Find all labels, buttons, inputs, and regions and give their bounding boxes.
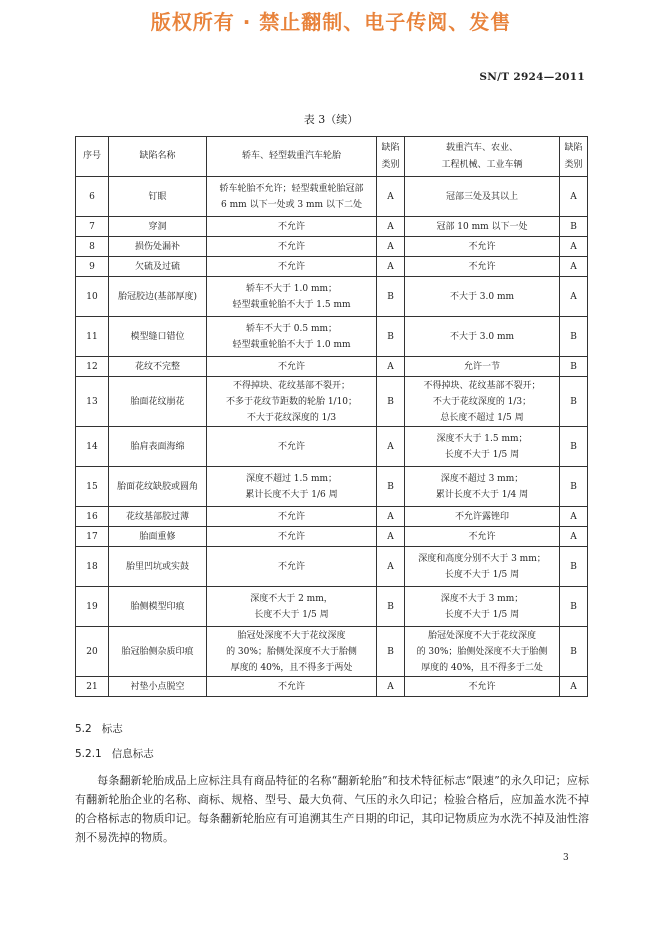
truck-spec-cell: 深度不大于 3 mm； 长度不大于 1/5 周 xyxy=(405,587,560,627)
defect-class-a-cell: A xyxy=(377,427,405,467)
header-cell: 缺陷 类别 xyxy=(560,137,588,177)
defect-class-b-cell: A xyxy=(560,277,588,317)
table-row xyxy=(76,177,588,217)
passenger-car-spec-cell: 不允许 xyxy=(207,547,377,587)
defect-name-cell: 胎冠胎侧杂质印痕 xyxy=(109,627,207,677)
defect-name-cell: 花纹不完整 xyxy=(109,357,207,377)
defect-name-cell: 损伤处漏补 xyxy=(109,237,207,257)
truck-spec-cell: 深度不大于 1.5 mm； 长度不大于 1/5 周 xyxy=(405,427,560,467)
table-row xyxy=(76,427,588,467)
defect-class-a-cell: A xyxy=(377,217,405,237)
defect-class-b-cell: B xyxy=(560,467,588,507)
defect-class-a-cell: A xyxy=(377,507,405,527)
row-number-cell: 6 xyxy=(76,177,109,217)
truck-spec-cell: 不允许 xyxy=(405,237,560,257)
defect-name-cell: 胎面重修 xyxy=(109,527,207,547)
defect-class-a-cell: A xyxy=(377,237,405,257)
defect-class-a-cell: A xyxy=(377,527,405,547)
table-row xyxy=(76,377,588,427)
passenger-car-spec-cell: 深度不超过 1.5 mm； 累计长度不大于 1/6 周 xyxy=(207,467,377,507)
row-number-cell: 7 xyxy=(76,217,109,237)
row-number-cell: 19 xyxy=(76,587,109,627)
table-title: 表 3（续） xyxy=(303,113,359,126)
passenger-car-spec-cell: 轿车轮胎不允许；轻型载重轮胎冠部 6 mm 以下一处或 3 mm 以下二处 xyxy=(207,177,377,217)
row-number-cell: 20 xyxy=(76,627,109,677)
defect-class-a-cell: A xyxy=(377,177,405,217)
passenger-car-spec-cell: 胎冠处深度不大于花纹深度 的 30%；胎侧处深度不大于胎侧 厚度的 40%，且不得多于两处 xyxy=(207,627,377,677)
row-number-cell: 12 xyxy=(76,357,109,377)
row-number-cell: 21 xyxy=(76,677,109,697)
truck-spec-cell: 不允许 xyxy=(405,677,560,697)
header-cell: 缺陷 类别 xyxy=(377,137,405,177)
passenger-car-spec-cell: 不允许 xyxy=(207,257,377,277)
row-number-cell: 10 xyxy=(76,277,109,317)
defect-class-b-cell: A xyxy=(560,177,588,217)
truck-spec-cell: 深度和高度分别不大于 3 mm； 长度不大于 1/5 周 xyxy=(405,547,560,587)
passenger-car-spec-cell: 深度不大于 2 mm， 长度不大于 1/5 周 xyxy=(207,587,377,627)
defect-class-a-cell: A xyxy=(377,357,405,377)
defect-name-cell: 模型缝口错位 xyxy=(109,317,207,357)
passenger-car-spec-cell: 不允许 xyxy=(207,217,377,237)
defect-class-b-cell: B xyxy=(560,317,588,357)
defect-class-b-cell: A xyxy=(560,527,588,547)
defect-name-cell: 胎肩表面海绵 xyxy=(109,427,207,467)
defect-class-a-cell: B xyxy=(377,627,405,677)
passenger-car-spec-cell: 不允许 xyxy=(207,507,377,527)
defect-name-cell: 胎里凹坑或实鼓 xyxy=(109,547,207,587)
passenger-car-spec-cell: 轿车不大于 1.0 mm； 轻型载重轮胎不大于 1.5 mm xyxy=(207,277,377,317)
copyright-watermark: 版权所有 · 禁止翻制、电子传阅、发售 xyxy=(150,10,512,34)
defect-class-b-cell: B xyxy=(560,427,588,467)
truck-spec-cell: 不得掉块、花纹基部不裂开； 不大于花纹深度的 1/3； 总长度不超过 1/5 周 xyxy=(405,377,560,427)
table-row xyxy=(76,257,588,277)
passenger-car-spec-cell: 不允许 xyxy=(207,427,377,467)
defect-class-b-cell: A xyxy=(560,237,588,257)
truck-spec-cell: 冠部 10 mm 以下一处 xyxy=(405,217,560,237)
table-row xyxy=(76,507,588,527)
table-header-row xyxy=(76,137,588,177)
row-number-cell: 14 xyxy=(76,427,109,467)
defect-name-cell: 花纹基部胶过薄 xyxy=(109,507,207,527)
section-title: 标志 xyxy=(101,723,123,735)
passenger-car-spec-cell: 不允许 xyxy=(207,237,377,257)
defect-name-cell: 欠硫及过硫 xyxy=(109,257,207,277)
defect-class-b-cell: B xyxy=(560,627,588,677)
table-row xyxy=(76,217,588,237)
row-number-cell: 8 xyxy=(76,237,109,257)
truck-spec-cell: 不允许 xyxy=(405,527,560,547)
defect-class-a-cell: B xyxy=(377,467,405,507)
row-number-cell: 17 xyxy=(76,527,109,547)
table-row xyxy=(76,317,588,357)
table-row xyxy=(76,627,588,677)
defect-table xyxy=(75,136,588,697)
table-row xyxy=(76,677,588,697)
defect-name-cell: 胎冠胶边(基部厚度) xyxy=(109,277,207,317)
body-paragraph xyxy=(75,771,589,847)
table-row xyxy=(76,237,588,257)
defect-name-cell: 胎侧模型印痕 xyxy=(109,587,207,627)
row-number-cell: 9 xyxy=(76,257,109,277)
truck-spec-cell: 胎冠处深度不大于花纹深度 的 30%；胎侧处深度不大于胎侧 厚度的 40%，且不得多于二处 xyxy=(405,627,560,677)
truck-spec-cell: 不允许露锉印 xyxy=(405,507,560,527)
defect-name-cell: 衬垫小点脱空 xyxy=(109,677,207,697)
truck-spec-cell: 深度不超过 3 mm； 累计长度不大于 1/4 周 xyxy=(405,467,560,507)
section-heading-5-2 xyxy=(75,721,123,736)
defect-class-a-cell: A xyxy=(377,257,405,277)
truck-spec-cell: 不大于 3.0 mm xyxy=(405,277,560,317)
defect-class-b-cell: B xyxy=(560,587,588,627)
defect-name-cell: 穿洞 xyxy=(109,217,207,237)
table-row xyxy=(76,547,588,587)
table-row xyxy=(76,277,588,317)
passenger-car-spec-cell: 不允许 xyxy=(207,677,377,697)
section-number: 5.2 xyxy=(75,723,92,735)
defect-class-a-cell: B xyxy=(377,317,405,357)
section-heading-5-2-1 xyxy=(75,746,154,761)
defect-class-b-cell: A xyxy=(560,507,588,527)
truck-spec-cell: 冠部三处及其以上 xyxy=(405,177,560,217)
defect-class-b-cell: B xyxy=(560,217,588,237)
standard-number: SN/T 2924—2011 xyxy=(479,71,585,83)
header-cell: 缺陷名称 xyxy=(109,137,207,177)
section-title: 信息标志 xyxy=(111,748,154,760)
row-number-cell: 15 xyxy=(76,467,109,507)
table-row xyxy=(76,527,588,547)
header-cell: 轿车、轻型载重汽车轮胎 xyxy=(207,137,377,177)
defect-class-a-cell: B xyxy=(377,377,405,427)
table-row xyxy=(76,467,588,507)
defect-class-b-cell: B xyxy=(560,377,588,427)
paragraph-text: 每条翻新轮胎成品上应标注具有商品特征的名称“翻新轮胎”和技术特征标志“限速”的永久印记；应标有翻新轮胎企业的名称、商标、规格、型号、最大负荷、气压的永久印记；检验合格后，应加盖水洗不掉的合格标志的物质印记。每条翻新轮胎应有可追溯其生产日期的印记，其印记物质应为水洗不掉及油性溶剂不易洗掉的物质。 xyxy=(75,774,589,844)
passenger-car-spec-cell: 轿车不大于 0.5 mm； 轻型载重轮胎不大于 1.0 mm xyxy=(207,317,377,357)
defect-class-b-cell: A xyxy=(560,257,588,277)
defect-name-cell: 胎面花纹崩花 xyxy=(109,377,207,427)
header-cell: 载重汽车、农业、 工程机械、工业车辆 xyxy=(405,137,560,177)
defect-class-b-cell: B xyxy=(560,357,588,377)
defect-name-cell: 胎面花纹缺胶或圆角 xyxy=(109,467,207,507)
header-cell: 序号 xyxy=(76,137,109,177)
passenger-car-spec-cell: 不得掉块、花纹基部不裂开； 不多于花纹节距数的轮胎 1/10； 不大于花纹深度的 1/3 xyxy=(207,377,377,427)
passenger-car-spec-cell: 不允许 xyxy=(207,527,377,547)
truck-spec-cell: 不大于 3.0 mm xyxy=(405,317,560,357)
defect-class-b-cell: B xyxy=(560,547,588,587)
truck-spec-cell: 不允许 xyxy=(405,257,560,277)
defect-class-a-cell: A xyxy=(377,677,405,697)
passenger-car-spec-cell: 不允许 xyxy=(207,357,377,377)
defect-class-a-cell: B xyxy=(377,587,405,627)
table-row xyxy=(76,357,588,377)
page-number: 3 xyxy=(563,853,569,863)
defect-name-cell: 钉眼 xyxy=(109,177,207,217)
row-number-cell: 11 xyxy=(76,317,109,357)
row-number-cell: 13 xyxy=(76,377,109,427)
defect-class-a-cell: B xyxy=(377,277,405,317)
defect-class-b-cell: A xyxy=(560,677,588,697)
truck-spec-cell: 允许一节 xyxy=(405,357,560,377)
table-row xyxy=(76,587,588,627)
row-number-cell: 18 xyxy=(76,547,109,587)
row-number-cell: 16 xyxy=(76,507,109,527)
section-number: 5.2.1 xyxy=(75,748,102,760)
defect-class-a-cell: A xyxy=(377,547,405,587)
